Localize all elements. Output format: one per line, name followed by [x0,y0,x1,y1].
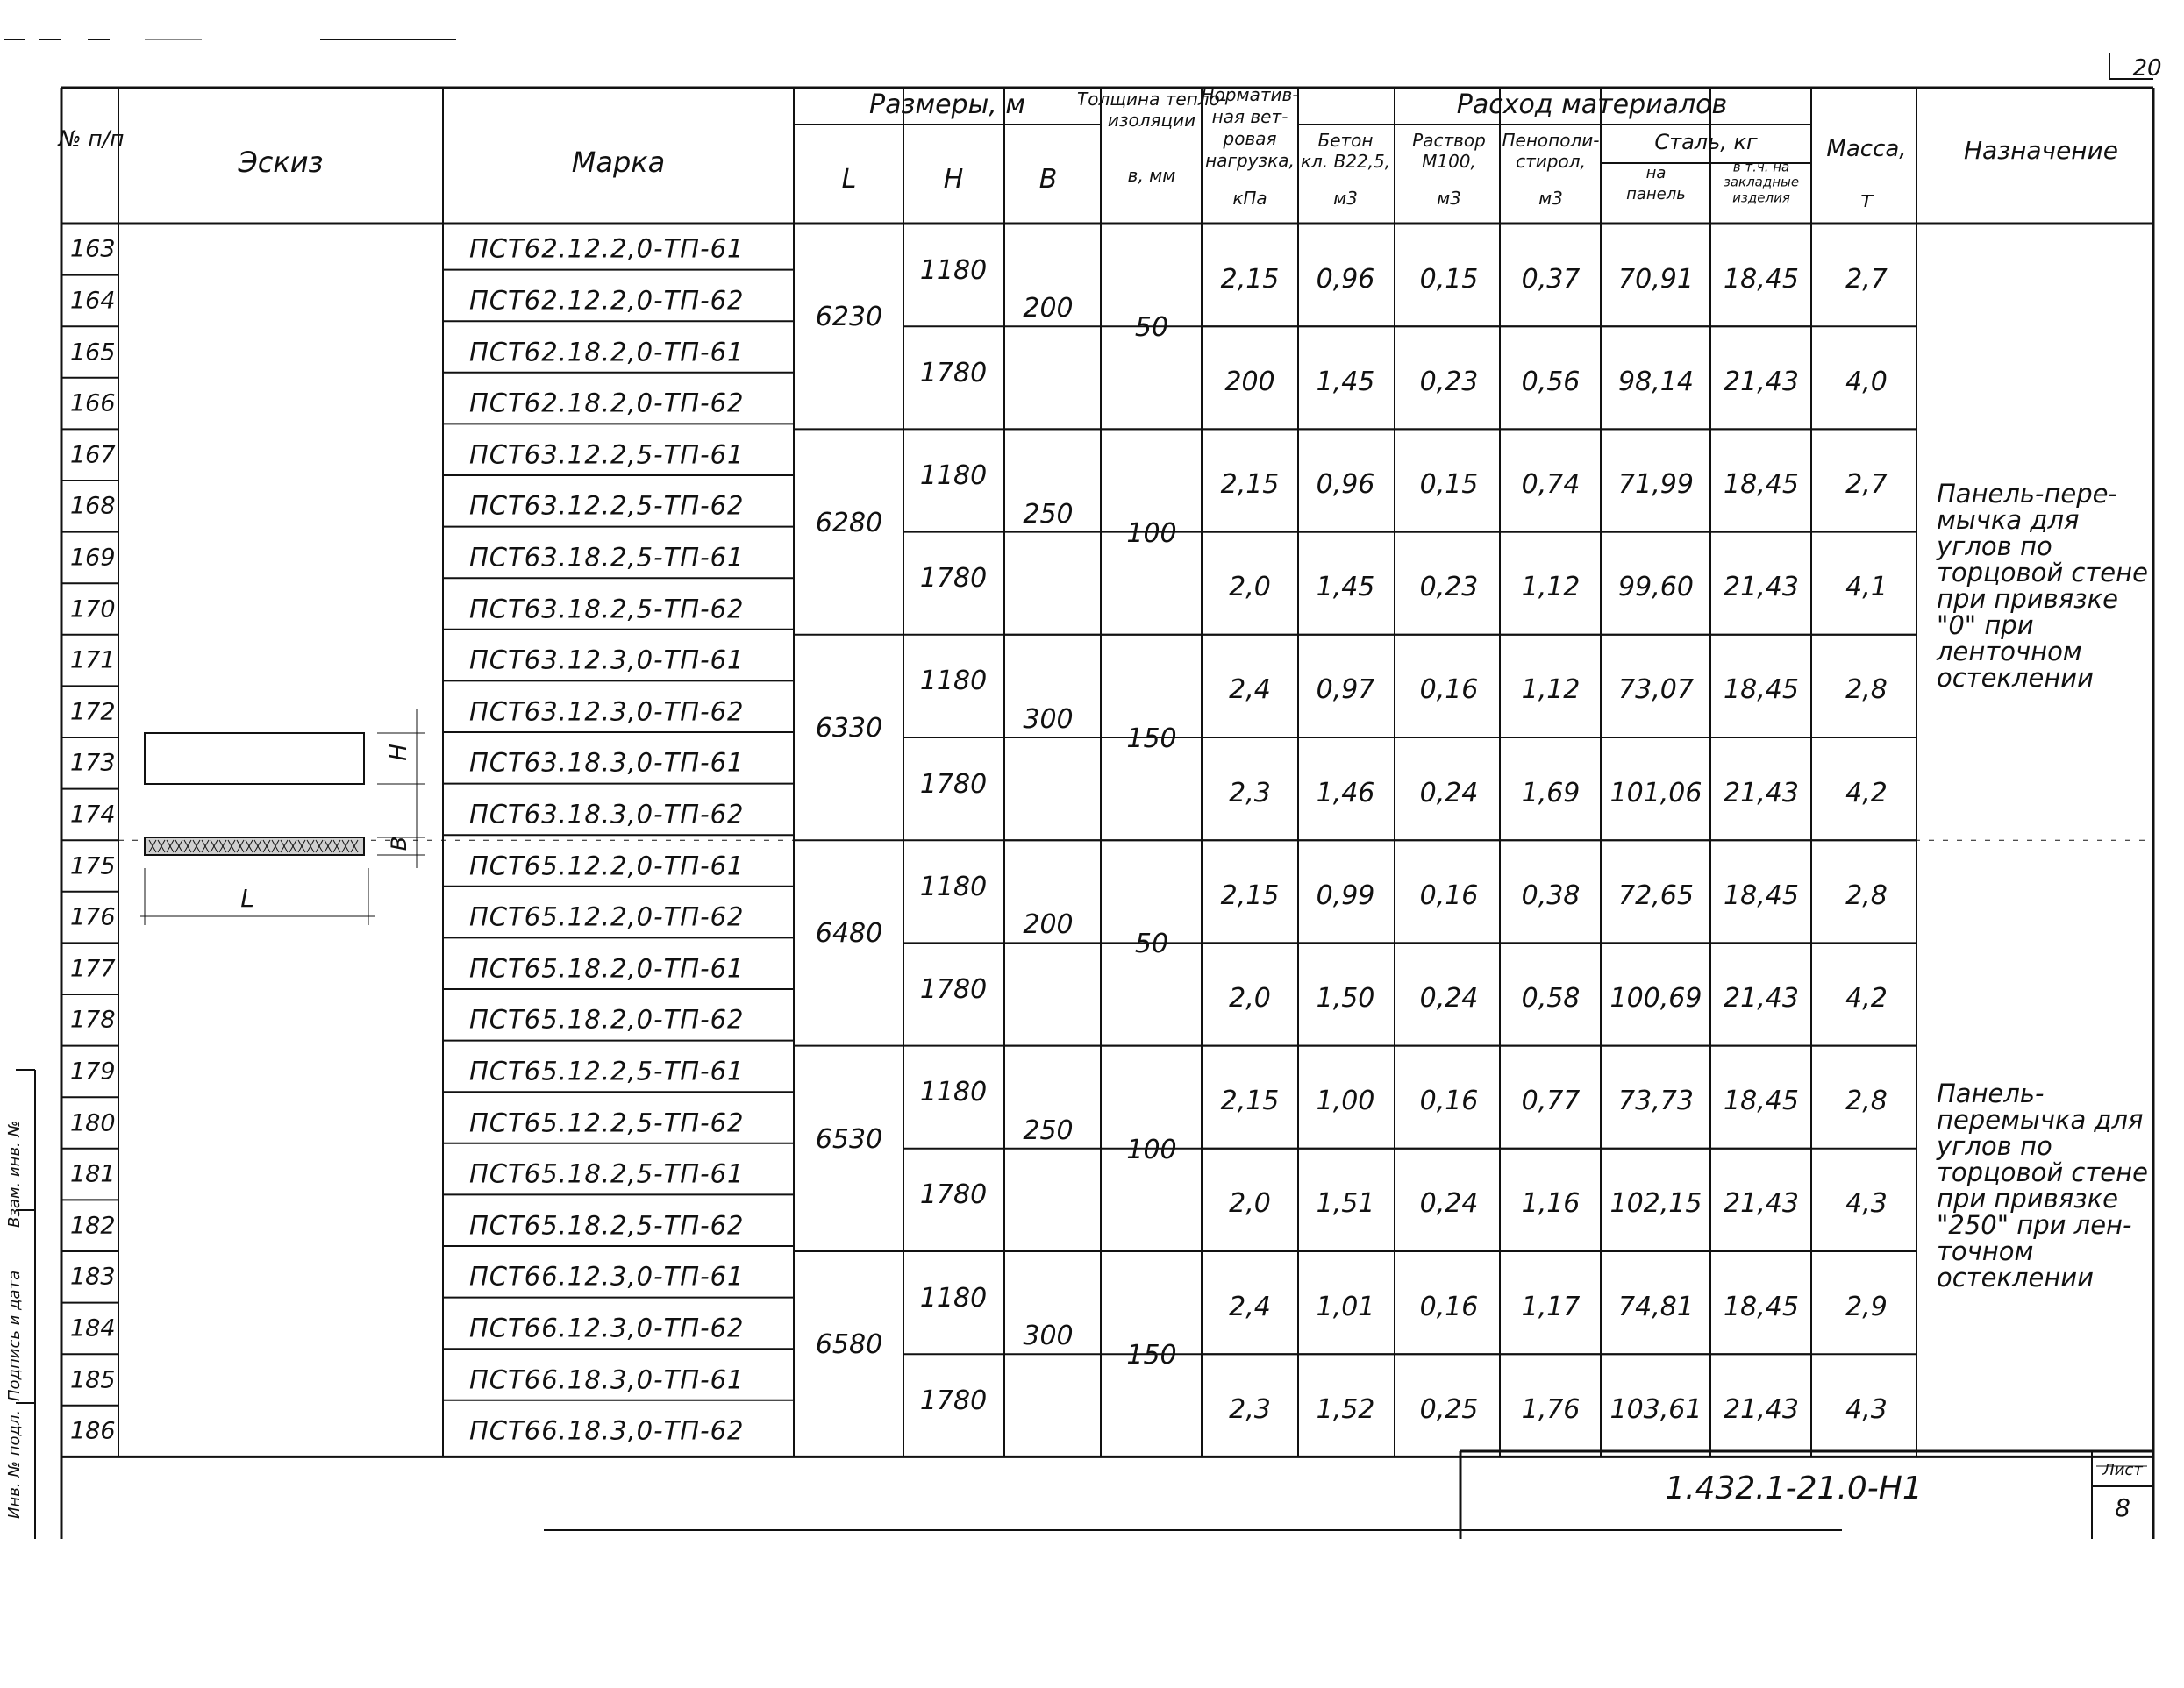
header-load-b: ная вет- [1211,106,1288,127]
pair-height-H: 1180 [919,254,988,286]
pair-steel-embedded: 21,43 [1724,983,1799,1014]
header-load-a: Норматив- [1201,84,1299,105]
pair-concrete: 0,96 [1316,469,1375,500]
row-number: 176 [70,903,116,931]
pair-wind-load: 2,4 [1229,1291,1271,1322]
pair-steel-embedded: 18,45 [1724,1086,1799,1117]
pair-steel-embedded: 21,43 [1724,572,1799,603]
sketch-label-B: B [387,836,411,851]
row-mark: ПСТ65.12.2,0-ТП-62 [469,901,745,932]
pair-steel-panel: 103,61 [1609,1393,1702,1425]
stamp-signature: Подпись и дата [5,1270,24,1401]
pair-steel-embedded: 18,45 [1724,469,1799,500]
pair-mortar: 0,24 [1419,777,1479,808]
pair-wind-load: 200 [1224,366,1275,397]
header-insulation-c: в, мм [1127,165,1176,186]
sketch-panel-front [145,733,364,784]
pair-wind-load: 2,15 [1220,880,1280,911]
group-length-L: 6280 [815,507,883,538]
pair-foam: 0,58 [1521,983,1581,1014]
pair-height-H: 1780 [919,768,988,800]
pair-foam: 1,12 [1521,572,1581,603]
header-mark: Марка [571,146,666,179]
purpose-1: Панель-пере- мычка для углов по торцовой стене при привязке "0" при ленточном остеклении [1937,479,2148,693]
group-length-L: 6530 [815,1123,883,1155]
row-mark: ПСТ63.12.3,0-ТП-62 [469,696,745,727]
row-number: 177 [70,955,116,983]
header-no: № п/п [58,125,125,152]
pair-wind-load: 2,15 [1220,1086,1280,1117]
sheet-number: 8 [2115,1493,2130,1522]
header-sketch: Эскиз [238,146,324,179]
header-steel-panel-a: на [1645,164,1667,182]
header-mass-b: т [1859,187,1874,213]
pair-mass: 4,3 [1845,1393,1888,1425]
header-steel-emb-b: закладные [1723,174,1800,190]
pair-foam: 1,76 [1521,1393,1581,1425]
pair-concrete: 1,00 [1316,1086,1375,1117]
pair-steel-embedded: 21,43 [1724,1393,1799,1425]
pair-concrete: 1,50 [1316,983,1375,1014]
header-insulation-b: изоляции [1107,110,1196,131]
header-load-d: нагрузка, [1205,150,1295,171]
row-number: 183 [70,1263,116,1291]
header-dim-H: H [943,164,964,195]
group-thickness-B: 300 [1023,704,1074,735]
page-number: 20 [2132,55,2162,82]
pair-foam: 0,77 [1521,1086,1581,1117]
group-length-L: 6480 [815,918,883,950]
pair-height-H: 1180 [919,871,988,902]
group-thickness-B: 200 [1023,909,1074,941]
row-number: 164 [70,287,116,315]
row-mark: ПСТ63.18.3,0-ТП-62 [469,799,745,830]
pair-wind-load: 2,3 [1229,1393,1271,1425]
pair-concrete: 1,52 [1316,1393,1375,1425]
row-mark: ПСТ62.18.2,0-ТП-61 [469,337,745,367]
group-length-L: 6230 [815,302,883,333]
pair-steel-panel: 98,14 [1618,366,1694,397]
row-mark: ПСТ65.12.2,5-ТП-61 [469,1056,745,1086]
header-steel-emb-c: изделия [1732,189,1790,206]
pair-foam: 0,38 [1521,880,1581,911]
row-number: 184 [70,1314,116,1343]
row-mark: ПСТ62.12.2,0-ТП-62 [469,285,745,316]
row-number: 174 [70,801,116,829]
pair-height-H: 1180 [919,460,988,491]
pair-mass: 4,2 [1845,983,1888,1014]
row-number: 166 [70,389,116,417]
group-length-L: 6330 [815,713,883,744]
header-foam-a: Пенополи- [1502,130,1600,151]
sketch-label-H: H [386,744,412,761]
row-mark: ПСТ66.12.3,0-ТП-62 [469,1313,745,1343]
pair-wind-load: 2,4 [1229,674,1271,706]
row-mark: ПСТ62.18.2,0-ТП-62 [469,388,745,418]
row-number: 185 [70,1366,116,1393]
pair-mortar: 0,16 [1419,1086,1479,1117]
row-mark: ПСТ65.12.2,0-ТП-61 [469,851,745,880]
pair-height-H: 1180 [919,1282,988,1314]
row-number: 178 [70,1006,116,1034]
pair-mass: 2,7 [1845,469,1888,500]
row-number: 182 [70,1212,116,1240]
pair-mortar: 0,15 [1419,263,1479,295]
pair-height-H: 1180 [919,666,988,697]
pair-steel-panel: 72,65 [1618,880,1694,911]
pair-steel-panel: 71,99 [1618,469,1694,500]
header-steel: Сталь, кг [1654,130,1758,154]
header-dimensions: Размеры, м [869,89,1025,120]
row-number: 169 [70,544,116,572]
pair-steel-panel: 73,73 [1618,1086,1694,1117]
row-mark: ПСТ63.12.3,0-ТП-61 [469,645,745,675]
pair-concrete: 1,45 [1316,366,1375,397]
row-mark: ПСТ63.18.3,0-ТП-61 [469,747,745,778]
group-insulation: 100 [1126,517,1177,549]
header-steel-panel-b: панель [1626,185,1686,203]
row-mark: ПСТ65.18.2,0-ТП-61 [469,953,745,984]
pair-concrete: 0,96 [1316,263,1375,295]
row-number: 180 [70,1109,116,1136]
header-steel-emb-a: в т.ч. на [1732,159,1790,175]
pair-steel-embedded: 18,45 [1724,674,1799,706]
row-number: 168 [70,492,116,520]
pair-mass: 2,8 [1845,880,1888,911]
header-mortar-c: м3 [1437,188,1461,209]
group-insulation: 150 [1126,723,1177,754]
pair-mortar: 0,25 [1419,1393,1479,1425]
row-mark: ПСТ65.18.2,0-ТП-62 [469,1004,745,1035]
header-dim-B: B [1038,164,1058,195]
pair-steel-embedded: 18,45 [1724,880,1799,911]
header-materials: Расход материалов [1456,89,1728,120]
pair-mass: 4,0 [1845,366,1888,397]
pair-wind-load: 2,0 [1229,572,1271,603]
row-mark: ПСТ63.12.2,5-ТП-61 [469,439,745,470]
row-mark: ПСТ66.18.3,0-ТП-62 [469,1415,745,1446]
pair-foam: 0,56 [1521,366,1581,397]
header-insulation-a: Толщина тепло- [1076,89,1227,110]
row-number: 181 [70,1160,116,1188]
group-insulation: 50 [1134,929,1169,960]
pair-mass: 2,9 [1845,1291,1888,1322]
header-concrete-c: м3 [1333,188,1358,209]
pair-height-H: 1780 [919,974,988,1005]
group-insulation: 150 [1126,1340,1177,1371]
pair-mass: 4,2 [1845,777,1888,808]
pair-foam: 1,69 [1521,777,1581,808]
row-mark: ПСТ65.12.2,5-ТП-62 [469,1108,745,1137]
pair-height-H: 1180 [919,1077,988,1108]
pair-mortar: 0,16 [1419,880,1479,911]
row-mark: ПСТ63.18.2,5-ТП-62 [469,594,745,623]
row-number: 171 [70,646,116,674]
pair-wind-load: 2,3 [1229,777,1271,808]
stamp-replace-inv: Взам. инв. № [5,1120,24,1228]
row-mark: ПСТ63.12.2,5-ТП-62 [469,490,745,521]
pair-concrete: 0,99 [1316,880,1375,911]
pair-steel-panel: 101,06 [1609,777,1702,808]
row-number: 186 [70,1417,116,1445]
pair-steel-panel: 102,15 [1609,1188,1702,1220]
pair-wind-load: 2,0 [1229,1188,1271,1220]
pair-mortar: 0,24 [1419,983,1479,1014]
row-mark: ПСТ62.12.2,0-ТП-61 [469,233,745,264]
pair-foam: 1,16 [1521,1188,1581,1220]
pair-steel-panel: 70,91 [1618,263,1694,295]
pair-concrete: 1,51 [1316,1188,1375,1220]
header-dim-L: L [841,164,857,195]
pair-mass: 2,8 [1845,674,1888,706]
pair-foam: 1,12 [1521,674,1581,706]
pair-concrete: 1,46 [1316,777,1375,808]
sheet-label: Лист [2102,1461,2143,1479]
group-length-L: 6580 [815,1329,883,1361]
pair-mortar: 0,16 [1419,674,1479,706]
header-mortar-a: Раствор [1412,130,1486,151]
pair-concrete: 0,97 [1316,674,1375,706]
header-mass-a: Масса, [1826,136,1907,162]
group-insulation: 100 [1126,1134,1177,1165]
pair-concrete: 1,01 [1316,1291,1375,1322]
pair-height-H: 1780 [919,357,988,388]
group-thickness-B: 250 [1023,1115,1074,1146]
pair-mortar: 0,16 [1419,1291,1479,1322]
group-thickness-B: 200 [1023,293,1074,324]
sketch-label-L: L [240,884,254,913]
pair-steel-panel: 100,69 [1609,983,1702,1014]
pair-steel-embedded: 21,43 [1724,366,1799,397]
row-number: 167 [70,441,116,469]
header-foam-b: стирол, [1516,151,1586,172]
pair-steel-embedded: 21,43 [1724,1188,1799,1220]
header-foam-c: м3 [1538,188,1563,209]
pair-steel-embedded: 18,45 [1724,1291,1799,1322]
pair-wind-load: 2,0 [1229,983,1271,1014]
header-purpose: Назначение [1963,136,2119,165]
pair-mass: 2,7 [1845,263,1888,295]
group-thickness-B: 300 [1023,1321,1074,1352]
pair-mass: 4,1 [1845,572,1888,603]
row-number: 163 [70,235,116,263]
row-mark: ПСТ66.18.3,0-ТП-61 [469,1364,745,1394]
pair-steel-panel: 74,81 [1618,1291,1694,1322]
header-mortar-b: М100, [1422,151,1476,172]
row-number: 173 [70,749,116,777]
pair-foam: 0,74 [1521,469,1581,500]
row-mark: ПСТ65.18.2,5-ТП-62 [469,1210,745,1241]
stamp-inv-no: Инв. № подл. [5,1409,24,1519]
pair-foam: 0,37 [1521,263,1581,295]
pair-height-H: 1780 [919,1385,988,1416]
pair-mortar: 0,24 [1419,1188,1479,1220]
purpose-2: Панель- перемычка для углов по торцовой стене при привязке "250" при лен- точном остеклении [1937,1079,2148,1293]
row-number: 179 [70,1058,116,1086]
row-mark: ПСТ63.18.2,5-ТП-61 [469,542,745,573]
group-thickness-B: 250 [1023,498,1074,530]
row-mark: ПСТ66.12.3,0-ТП-61 [469,1261,745,1292]
header-load-c: ровая [1223,128,1277,149]
pair-mass: 4,3 [1845,1188,1888,1220]
pair-height-H: 1780 [919,563,988,595]
pair-steel-panel: 99,60 [1618,572,1694,603]
pair-mortar: 0,23 [1419,572,1479,603]
row-number: 175 [70,852,116,880]
row-mark: ПСТ65.18.2,5-ТП-61 [469,1158,745,1189]
pair-height-H: 1780 [919,1179,988,1211]
pair-wind-load: 2,15 [1220,469,1280,500]
header-concrete-a: Бетон [1317,130,1374,151]
pair-concrete: 1,45 [1316,572,1375,603]
header-concrete-b: кл. В22,5, [1300,151,1391,172]
pair-mortar: 0,15 [1419,469,1479,500]
pair-steel-embedded: 21,43 [1724,777,1799,808]
pair-steel-embedded: 18,45 [1724,263,1799,295]
pair-mass: 2,8 [1845,1086,1888,1117]
pair-foam: 1,17 [1521,1291,1581,1322]
pair-steel-panel: 73,07 [1618,674,1694,706]
pair-mortar: 0,23 [1419,366,1479,397]
header-load-e: кПа [1232,188,1267,209]
row-number: 172 [70,698,116,726]
group-insulation: 50 [1134,312,1169,344]
document-code: 1.432.1-21.0-Н1 [1665,1471,1923,1506]
row-number: 170 [70,595,116,623]
row-number: 165 [70,338,116,366]
pair-wind-load: 2,15 [1220,263,1280,295]
